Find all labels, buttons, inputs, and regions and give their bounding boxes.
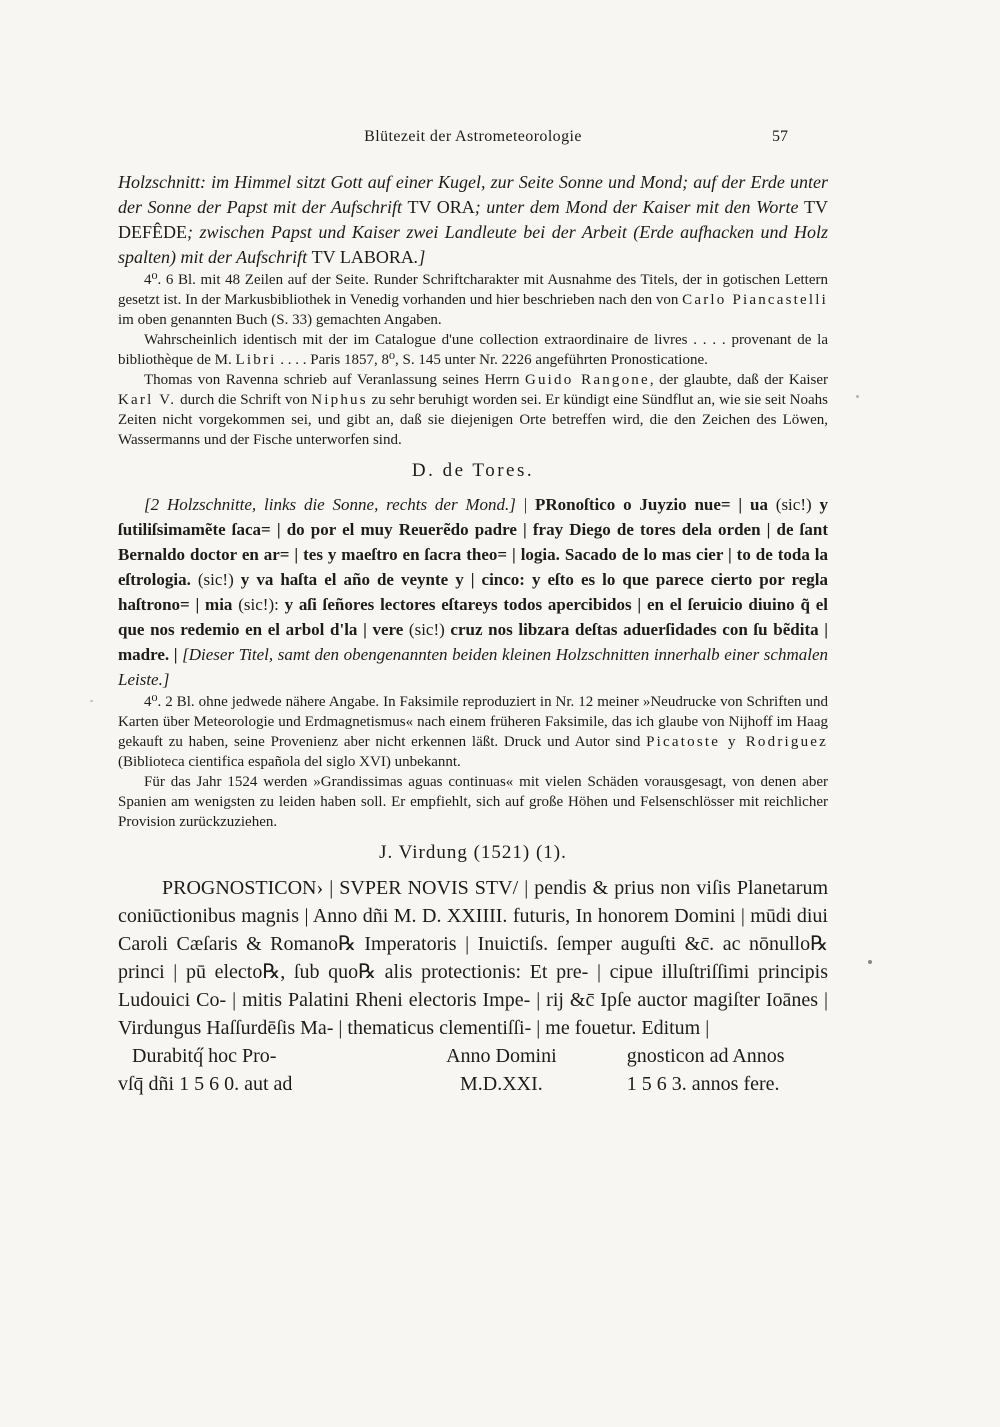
colophon-line: M.D.XXI. bbox=[460, 1073, 543, 1095]
scan-speckle bbox=[856, 395, 859, 398]
text-run: Karl V. bbox=[118, 392, 177, 408]
colophon-left-column bbox=[118, 1042, 402, 1098]
colophon-line: Anno Domini bbox=[446, 1045, 557, 1067]
colophon-line: 1 5 6 3. annos fere. bbox=[626, 1073, 780, 1095]
text-run: (sic!): bbox=[238, 595, 279, 614]
text-run: TV LABORA bbox=[311, 247, 414, 267]
text-run: [Dieser Titel, samt den obengenannten beiden kleinen Holzschnitten innerhalb einer schmalen Leiste.] bbox=[118, 645, 828, 689]
text-run: (sic!) bbox=[775, 495, 812, 514]
text-run: Libri bbox=[235, 352, 277, 368]
page-header bbox=[118, 128, 828, 148]
paragraph-tores-bibliographic bbox=[118, 692, 828, 772]
text-run: Wahrscheinlich identisch mit der im Catalogue d'une collection extraordinaire de livres . . . . provenant de la bibliothèque de M. bbox=[118, 332, 828, 368]
colophon-right-column bbox=[601, 1042, 828, 1098]
text-run: y va haſta el año de veynte y | cinco: y eſto es lo que parece cierto por regla haſtrono= | mia bbox=[118, 570, 828, 614]
text-run: durch die Schrift von bbox=[176, 392, 312, 408]
colophon-line: vſq̄ dñi 1 5 6 0. aut ad bbox=[118, 1073, 293, 1095]
section-heading-virdung: J. Virdung (1521) (1). bbox=[379, 842, 567, 863]
paragraph-tores-title-transcription bbox=[118, 492, 828, 692]
text-run: ; zwischen Papst und Kaiser zwei Landleute bei der Arbeit (Erde aufhacken und Holz spalten) mit der Aufschrift bbox=[118, 222, 828, 267]
paragraph-virdung-title-transcription bbox=[118, 874, 828, 1042]
text-run: cruz nos libzara deſtas aduerſidades con ſu bẽdita | madre. | bbox=[118, 620, 828, 664]
paragraph-holzschnitt-description bbox=[118, 170, 828, 270]
text-run: (Biblioteca cientifica española del siglo XVI) unbekannt. bbox=[118, 754, 461, 770]
text-run: TV ORA bbox=[407, 197, 475, 217]
text-run: ; unter dem Mond der Kaiser mit den Worte bbox=[474, 197, 804, 217]
page-number: 57 bbox=[772, 128, 788, 145]
colophon-center-column bbox=[402, 1042, 601, 1098]
text-run: 4⁰. 6 Bl. mit 48 Zeilen auf der Seite. Runder Schriftcharakter mit Ausnahme des Titels, der in gotischen Lettern gesetzt ist. In der Markusbibliothek in Venedig vorhanden und hier beschrieben nach den von bbox=[118, 272, 828, 308]
text-run: PROGNOSTICON› | SVPER NOVIS STV/ | pendis & prius non viſis Planetarum coniūctionibus magnis | Anno dñi M. D. XXIIII. futuris, In honorem Domini | mūdi diui Caroli Cæſaris & Romano℞ Imperatoris | Inuictiſs. ſemper auguſti &c̄. ac nōnullo℞ princi | pū electo℞, ſub quo℞ alis protectionis: Et pre- | cipue illuſtriſſimi principis Ludouici Co- | mitis Palatini Rheni electoris Impe- | rij &c̄ Ipſe auctor magiſter Ioānes | Virdungus Haſſurdēſis Ma- | thematicus clementiſſi- | me fouetur. Editum | bbox=[118, 877, 828, 1039]
paragraph-thomas-ravenna bbox=[118, 370, 828, 450]
paragraph-tores-summary bbox=[118, 772, 828, 832]
text-run: y aſi ſeñores lectores eſtareys todos apercibidos | en el ſeruicio diuino q̃ el que nos redemio en el arbol d'la | vere bbox=[118, 595, 828, 639]
colophon-line: gnosticon ad Annos bbox=[626, 1045, 785, 1067]
text-run: Carlo Piancastelli bbox=[682, 292, 828, 308]
text-run: Guido Rangone bbox=[524, 372, 650, 388]
text-run: PRonoſtico o Juyzio nue= | ua bbox=[534, 495, 776, 514]
running-title: Blütezeit der Astrometeorologie bbox=[364, 128, 582, 145]
text-run: .] bbox=[413, 247, 426, 267]
scan-speckle bbox=[868, 960, 872, 964]
text-run: Für das Jahr 1524 werden »Grandissimas aguas continuas« mit vielen Schäden vorausgesagt, von denen aber Spanien am wenigsten zu leiden haben soll. Er empfiehlt, sich auf große Höhen und Felsenschlösser mit reichlicher Provision zurückzuziehen. bbox=[118, 774, 828, 830]
text-run: y ſutiliſsimamẽte ſaca= | do por el muy Reuerẽdo padre | fray Diego de tores dela orden | de ſant Bernaldo doctor en ar= | tes y maeſtro en ſacra theo= | logia. Sacado de lo mas cier | to de toda la eſtrologia. bbox=[118, 495, 828, 589]
text-run: Holzschnitt: im Himmel sitzt Gott auf einer Kugel, zur Seite Sonne und Mond; auf der Erde unter der Sonne der Papst mit der Aufschrift bbox=[118, 172, 828, 217]
text-run: 4⁰. 2 Bl. ohne jedwede nähere Angabe. In Faksimile reproduziert in Nr. 12 meiner »Neudrucke von Schriften und Karten über Meteorologie und Erdmagnetismus« nach einem früheren Faksimile, das ich glaube von Nijhoff im Haag gekauft zu haben, seine Provenienz aber nicht erkennen läßt. Druck und Autor sind bbox=[118, 694, 828, 750]
paragraph-bibliographic-note bbox=[118, 270, 828, 330]
text-run: TV DEFÊDE bbox=[118, 197, 828, 242]
paragraph-catalogue-note bbox=[118, 330, 828, 370]
text-run: (sic!) bbox=[408, 620, 445, 639]
text-run: Thomas von Ravenna schrieb auf Veranlassung seines Herrn bbox=[144, 372, 525, 388]
text-run: zu sehr beruhigt worden sei. Er kündigt eine Sündflut an, wie sie seit Noahs Zeiten nicht vorgekommen sei, und gibt an, daß sie diejenigen Orte betreffen wird, die den Zeichen des Löwen, Wassermanns und der Fische unterworfen sind. bbox=[118, 392, 828, 448]
text-run: (sic!) bbox=[197, 570, 234, 589]
text-run: [2 Holzschnitte, links die Sonne, rechts der Mond.] bbox=[144, 495, 516, 514]
text-run: Picatoste y Rodriguez bbox=[646, 734, 828, 750]
scan-speckle bbox=[90, 700, 93, 702]
text-run: | bbox=[515, 495, 535, 514]
text-run: Niphus bbox=[311, 392, 368, 408]
colophon-block bbox=[118, 1042, 828, 1098]
text-run: . . . . Paris 1857, 8⁰, S. 145 unter Nr. 2226 angeführten Pronosticatione. bbox=[276, 352, 708, 368]
text-run: im oben genannten Buch (S. 33) gemachten Angaben. bbox=[118, 312, 442, 328]
text-run: , der glaubte, daß der Kaiser bbox=[649, 372, 829, 388]
section-heading-de-tores: D. de Tores. bbox=[411, 460, 535, 481]
colophon-line: Durabitq̋ hoc Pro- bbox=[132, 1045, 277, 1067]
